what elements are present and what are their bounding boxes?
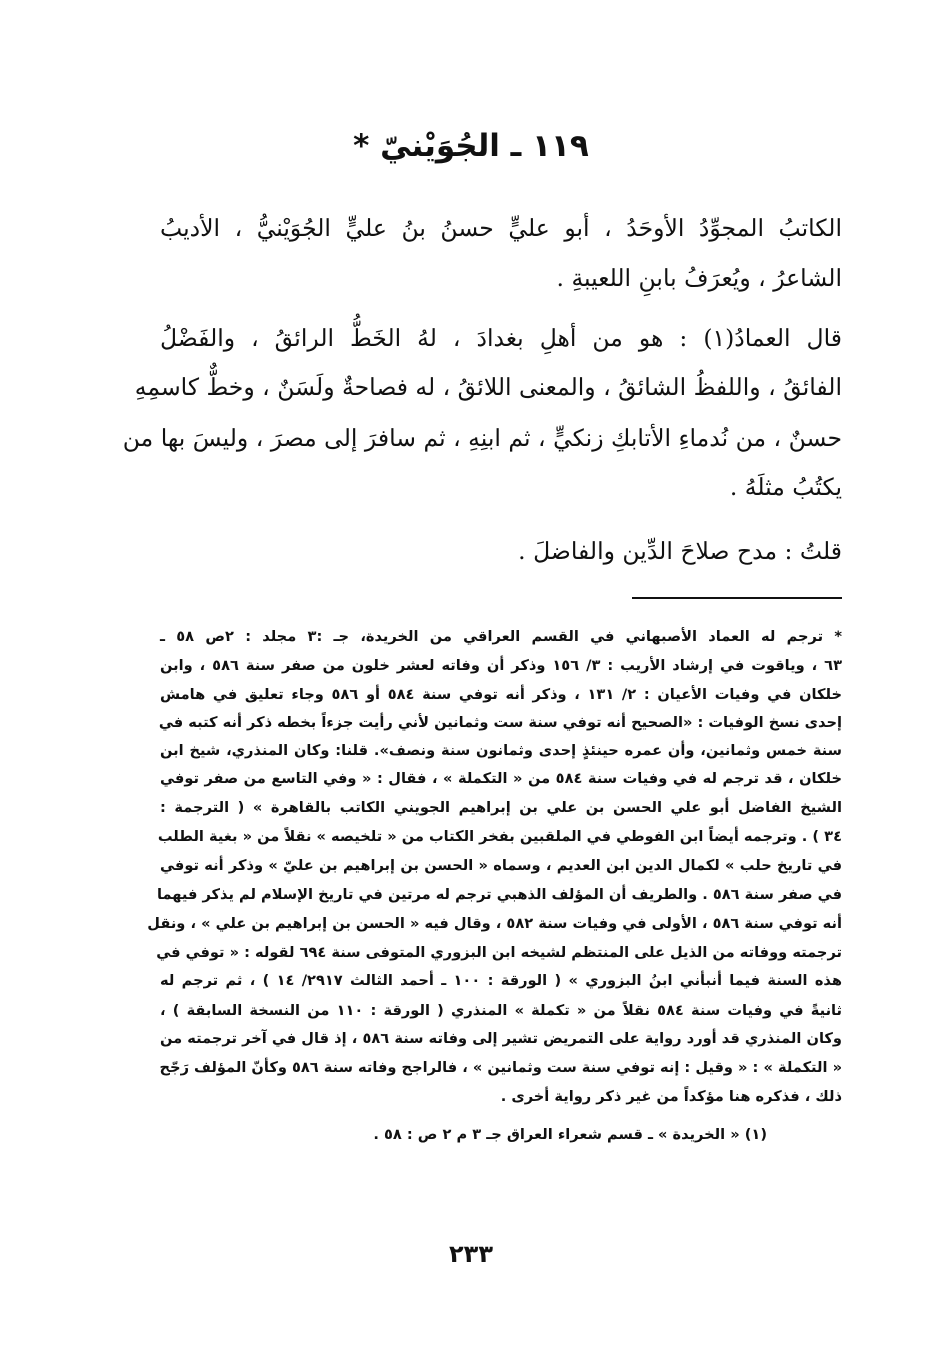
footnote-line: في تاريخ حلب » لكمال الدين ابن العديم ، وسماه « الحسن بن إبراهيم بن عليّ » وذكر أنه توفي <box>160 857 842 874</box>
footnote-separator <box>632 597 842 599</box>
footnote-line: ٦٣ ، وياقوت في إرشاد الأريب : ٣/ ١٥٦ وذكر أن وفاته لعشر خلون من صفر سنة ٥٨٦ ، وابن <box>160 657 842 674</box>
main-text-line: قلتُ : مدح صلاحَ الدِّين والفاضلَ . <box>518 537 842 565</box>
footnote-line: وكان المنذري قد أورد رواية على التمريض تشير إلى وفاته سنة ٥٨٦ ، إذ قال في آخر ترجمته من <box>160 1030 842 1047</box>
main-text-line: قال العمادُ(١) : هو من أهلِ بغدادَ ، لهُ الخَطُّ الرائقُ ، والفَضْلُ <box>160 324 842 352</box>
footnote-line: خلكان في وفيات الأعيان : ٢/ ١٣١ ، وذكر أنه توفي سنة ٥٨٤ أو ٥٨٦ وجاء تعليق في هامش <box>160 686 842 703</box>
entry-title: ١١٩ ـ الجُوَيْنيّ * <box>353 128 589 164</box>
footnote-line: إحدى نسخ الوفيات : «الصحيح أنه توفي سنة ست وثمانين لأني رأيت جزءاً بخطه ذكر أنه كتبه في <box>158 714 842 731</box>
footnote-line: أنه توفي سنة ٥٨٦ ، الأولى في وفيات سنة ٥٨٢ ، وقال فيه « الحسن بن إبراهيم بن علي » ، ونقل <box>147 915 842 932</box>
main-text-line: يكتُبُ مثلَهُ . <box>729 473 842 501</box>
main-text-line: الفائقُ ، واللفظُ الشائقُ ، والمعنى اللائقُ ، له فصاحةٌ ولَسَنٌ ، وخطٌّ كاسمِهِ <box>134 373 842 401</box>
footnote-line: خلكان ، قد ترجم له في وفيات سنة ٥٨٤ من « التكملة » ، فقال : « وفي التاسع من صفر توفي <box>160 770 842 787</box>
footnote-line: ٣٤ ) . وترجمه أيضاً ابن الفوطي في الملقبين بفخر الكتاب من « تلخيصه » نقلاً من « بغية الطلب <box>157 828 842 845</box>
footnote-line: ذلك ، فذكره هنا مؤكداً من غير ذكر رواية أخرى . <box>500 1088 842 1105</box>
footnote-line: الشيخ الفاضل أبو علي الحسن بن علي بن إبراهيم الجويني الكاتب بالقاهرة » ( الترجمة : <box>160 799 842 816</box>
main-text-line: الشاعرُ ، ويُعرَفُ بابنِ اللعيبةِ . <box>556 264 842 292</box>
footnote-line: ترجمته ووفاته من الذيل على المنتظم لشيخه ابن البزوري المتوفى سنة ٦٩٤ لقوله : « توفي في <box>156 944 842 961</box>
footnote-line: هذه السنة فيما أنبأني ابنُ البزوري » ( الورقة : ١٠٠ ـ أحمد الثالث ٢٩١٧/ ١٤ ) ، ثم ترجم له <box>160 972 842 989</box>
footnote-line: * ترجم له العماد الأصبهاني في القسم العراقي من الخريدة، جـ :٣ مجلد : ٢ص ٥٨ ـ <box>160 628 842 645</box>
footnote-line: « التكملة » : « وقيل : إنه توفي سنة ست وثمانين » ، فالراجح وفاته سنة ٥٨٦ وكأنّ المؤلف رَجّح <box>159 1059 842 1076</box>
main-text-line: حسنٌ ، من نُدماءِ الأتابكِ زنكيٍّ ، ثم ابنِهِ ، ثم سافرَ إلى مصرَ ، وليسَ بها من <box>122 424 842 452</box>
footnote-line: سنة خمس وثمانين، وأن عمره حينئذٍ إحدى وثمانون سنة ونصف». قلنا: وكان المنذري، شيخ ابن <box>160 742 842 759</box>
footnote-line: (١) « الخريدة » ـ قسم شعراء العراق جـ ٣ م ٢ ص : ٥٨ . <box>373 1126 767 1143</box>
main-text-line: الكاتبُ المجوِّدُ الأوحَدُ ، أبو عليٍّ حسنُ بنُ عليٍّ الجُوَيْنيُّ ، الأديبُ <box>160 214 842 242</box>
footnote-line: في صفر سنة ٥٨٦ . والطريف أن المؤلف الذهبي ترجم له مرتين في تاريخ الإسلام لم يذكر فيهما <box>156 886 842 903</box>
footnote-line: ثانيةً في وفيات سنة ٥٨٤ نقلاً من « تكملة » المنذري ( الورقة : ١١٠ من النسخة السابقة ) ، <box>160 1002 843 1019</box>
page-number: ٢٣٣ <box>449 1240 493 1268</box>
